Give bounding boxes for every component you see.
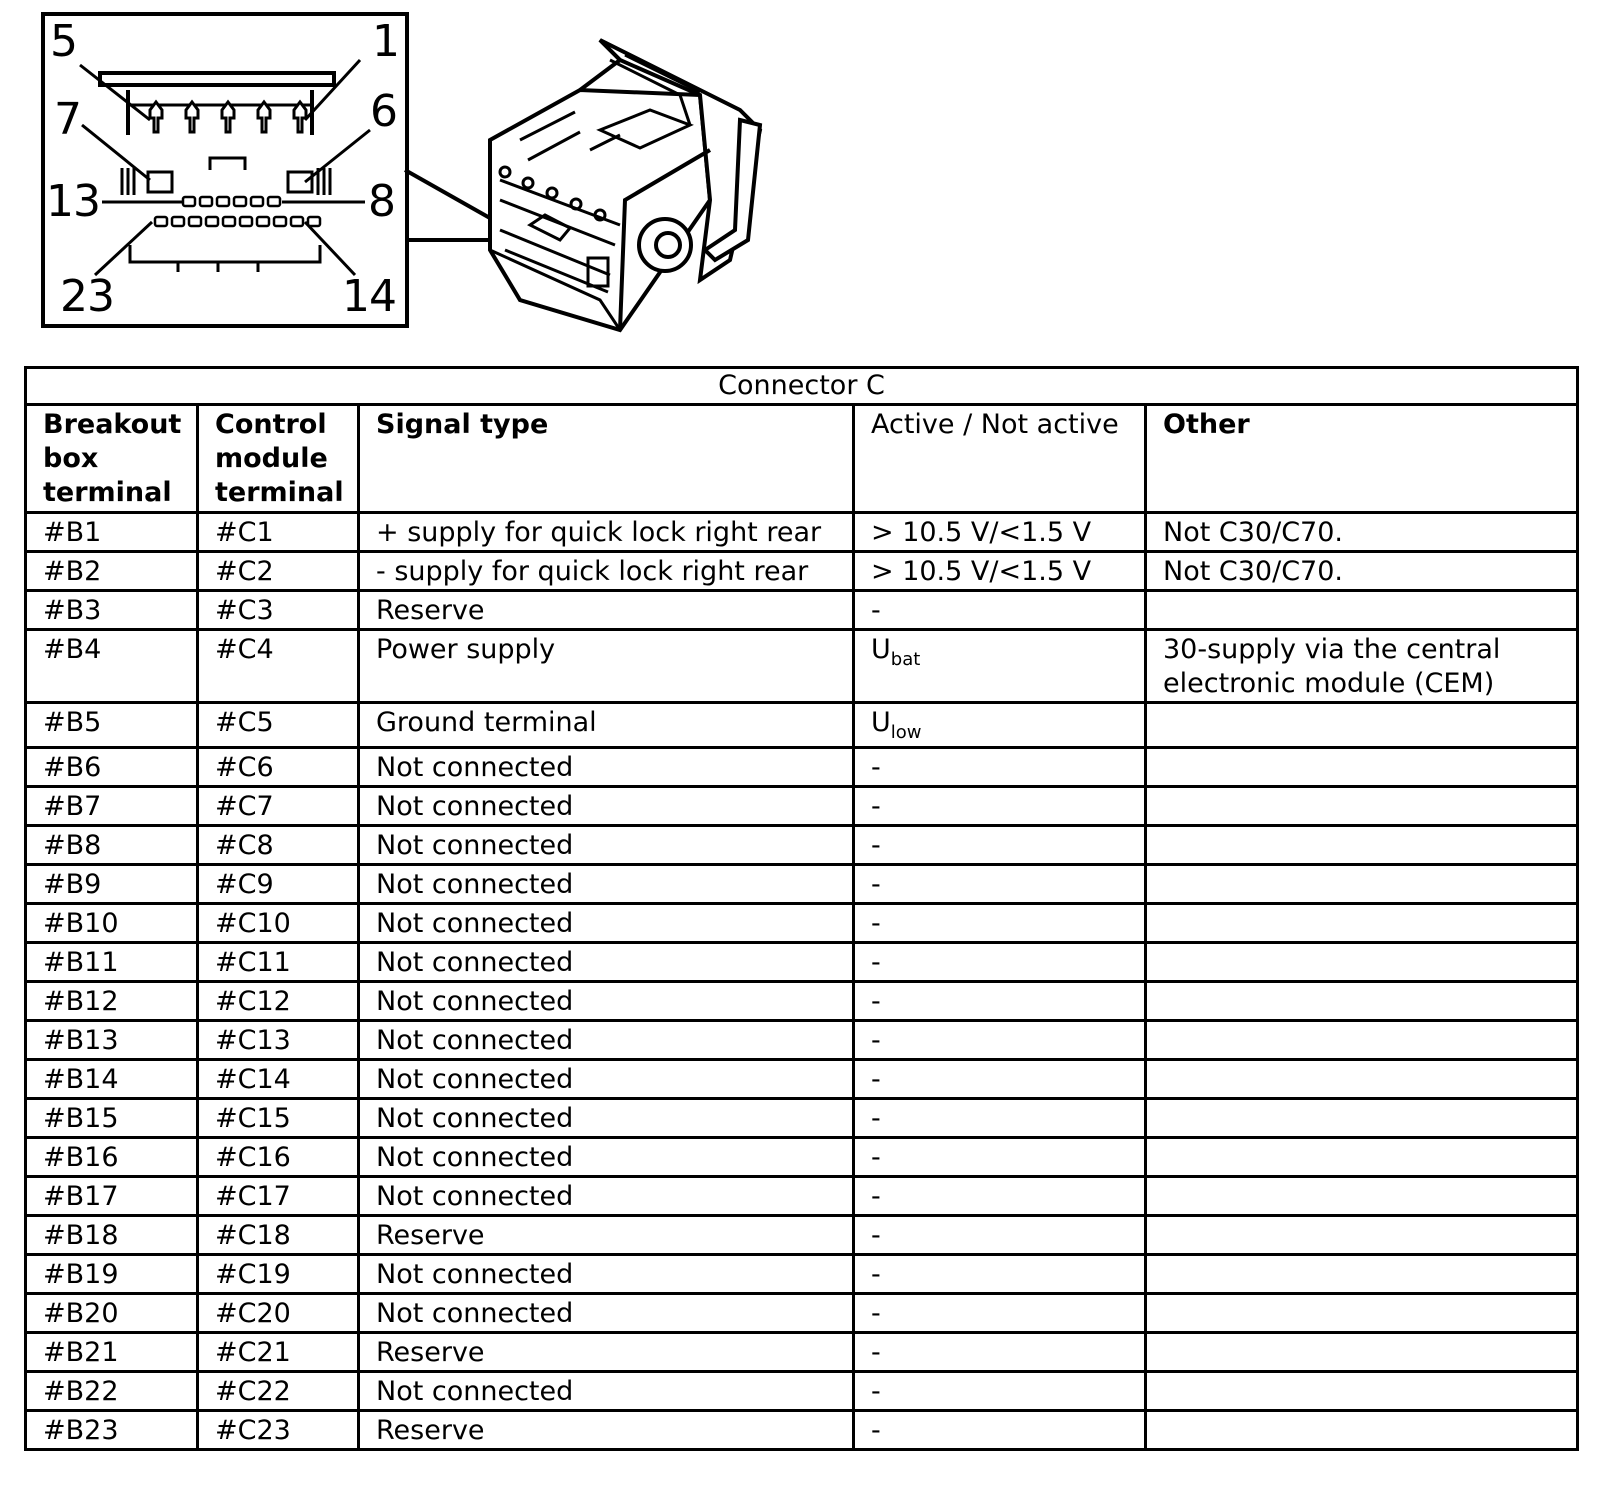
control-terminal-cell: #C10 bbox=[198, 904, 359, 943]
table-row bbox=[26, 1372, 1578, 1411]
active-cell: - bbox=[854, 1216, 1146, 1255]
table-row bbox=[26, 513, 1578, 552]
connector-drawing bbox=[0, 0, 800, 345]
control-terminal-cell: #C16 bbox=[198, 1138, 359, 1177]
active-cell: - bbox=[854, 1333, 1146, 1372]
active-cell: - bbox=[854, 1411, 1146, 1450]
active-cell: - bbox=[854, 982, 1146, 1021]
breakout-terminal-cell: #B12 bbox=[26, 982, 198, 1021]
leader-lines bbox=[80, 60, 370, 275]
other-cell: 30-supply via the central electronic module (CEM) bbox=[1146, 630, 1578, 703]
breakout-terminal-cell: #B18 bbox=[26, 1216, 198, 1255]
breakout-terminal-cell: #B16 bbox=[26, 1138, 198, 1177]
control-terminal-cell: #C3 bbox=[198, 591, 359, 630]
other-cell bbox=[1146, 1255, 1578, 1294]
active-cell: - bbox=[854, 1372, 1146, 1411]
signal-type-cell: Reserve bbox=[359, 1333, 854, 1372]
signal-type-cell: Ground terminal bbox=[359, 703, 854, 748]
other-cell bbox=[1146, 865, 1578, 904]
control-terminal-cell: #C2 bbox=[198, 552, 359, 591]
table-row bbox=[26, 1021, 1578, 1060]
active-value-main: U bbox=[871, 634, 891, 665]
other-cell bbox=[1146, 826, 1578, 865]
table-row bbox=[26, 1138, 1578, 1177]
control-terminal-cell: #C14 bbox=[198, 1060, 359, 1099]
active-cell: - bbox=[854, 865, 1146, 904]
active-cell: - bbox=[854, 1060, 1146, 1099]
control-terminal-cell: #C4 bbox=[198, 630, 359, 703]
control-terminal-cell: #C9 bbox=[198, 865, 359, 904]
signal-type-cell: Reserve bbox=[359, 591, 854, 630]
signal-type-cell: Not connected bbox=[359, 865, 854, 904]
breakout-terminal-cell: #B6 bbox=[26, 748, 198, 787]
other-cell bbox=[1146, 748, 1578, 787]
table-row bbox=[26, 943, 1578, 982]
control-terminal-cell: #C7 bbox=[198, 787, 359, 826]
breakout-terminal-cell: #B13 bbox=[26, 1021, 198, 1060]
pin-label-7: 7 bbox=[54, 94, 81, 145]
table-row bbox=[26, 1216, 1578, 1255]
table-row bbox=[26, 865, 1578, 904]
breakout-terminal-cell: #B1 bbox=[26, 513, 198, 552]
other-cell bbox=[1146, 1333, 1578, 1372]
table-row bbox=[26, 1255, 1578, 1294]
active-cell: - bbox=[854, 1294, 1146, 1333]
signal-type-cell: + supply for quick lock right rear bbox=[359, 513, 854, 552]
active-value-subscript: low bbox=[890, 722, 922, 743]
connector-3d-body bbox=[490, 40, 760, 330]
breakout-terminal-cell: #B9 bbox=[26, 865, 198, 904]
pin-label-6: 6 bbox=[370, 86, 397, 137]
active-cell: - bbox=[854, 1255, 1146, 1294]
signal-type-cell: Not connected bbox=[359, 904, 854, 943]
control-terminal-cell: #C17 bbox=[198, 1177, 359, 1216]
connector-pin-table bbox=[24, 366, 1579, 1451]
other-cell bbox=[1146, 1138, 1578, 1177]
active-value-subscript: bat bbox=[890, 649, 921, 670]
pin-label-8: 8 bbox=[368, 176, 395, 227]
table-row bbox=[26, 591, 1578, 630]
other-cell bbox=[1146, 1021, 1578, 1060]
table-row bbox=[26, 904, 1578, 943]
connector-diagram bbox=[0, 0, 800, 345]
other-cell bbox=[1146, 703, 1578, 748]
signal-type-cell: Not connected bbox=[359, 748, 854, 787]
signal-type-cell: Not connected bbox=[359, 1177, 854, 1216]
breakout-terminal-cell: #B21 bbox=[26, 1333, 198, 1372]
table-body bbox=[26, 513, 1578, 1450]
breakout-terminal-cell: #B7 bbox=[26, 787, 198, 826]
active-cell bbox=[854, 703, 1146, 748]
signal-type-cell: Not connected bbox=[359, 787, 854, 826]
active-cell: - bbox=[854, 1177, 1146, 1216]
breakout-terminal-cell: #B2 bbox=[26, 552, 198, 591]
control-terminal-cell: #C19 bbox=[198, 1255, 359, 1294]
control-terminal-cell: #C8 bbox=[198, 826, 359, 865]
control-terminal-cell: #C5 bbox=[198, 703, 359, 748]
header-control-module-terminal: Control module terminal bbox=[198, 405, 359, 513]
pin-label-14: 14 bbox=[342, 271, 396, 322]
signal-type-cell: Not connected bbox=[359, 1099, 854, 1138]
breakout-terminal-cell: #B11 bbox=[26, 943, 198, 982]
pin-label-5: 5 bbox=[50, 16, 77, 67]
other-cell bbox=[1146, 943, 1578, 982]
active-cell: - bbox=[854, 1021, 1146, 1060]
active-cell: - bbox=[854, 787, 1146, 826]
table-row bbox=[26, 1333, 1578, 1372]
table-row bbox=[26, 1177, 1578, 1216]
header-breakout-box-terminal: Breakout box terminal bbox=[26, 405, 198, 513]
table-row bbox=[26, 982, 1578, 1021]
control-terminal-cell: #C23 bbox=[198, 1411, 359, 1450]
signal-type-cell: Not connected bbox=[359, 943, 854, 982]
signal-type-cell: Not connected bbox=[359, 1060, 854, 1099]
breakout-terminal-cell: #B23 bbox=[26, 1411, 198, 1450]
table-row bbox=[26, 552, 1578, 591]
table-row bbox=[26, 748, 1578, 787]
breakout-terminal-cell: #B10 bbox=[26, 904, 198, 943]
active-cell: - bbox=[854, 748, 1146, 787]
pin-label-13: 13 bbox=[46, 176, 100, 227]
active-cell: > 10.5 V/<1.5 V bbox=[854, 513, 1146, 552]
table-row bbox=[26, 630, 1578, 703]
other-cell bbox=[1146, 904, 1578, 943]
active-cell: - bbox=[854, 591, 1146, 630]
other-cell bbox=[1146, 787, 1578, 826]
signal-type-cell: Not connected bbox=[359, 982, 854, 1021]
control-terminal-cell: #C12 bbox=[198, 982, 359, 1021]
header-other: Other bbox=[1146, 405, 1578, 513]
table-row bbox=[26, 1099, 1578, 1138]
breakout-terminal-cell: #B5 bbox=[26, 703, 198, 748]
active-cell: - bbox=[854, 826, 1146, 865]
other-cell bbox=[1146, 1372, 1578, 1411]
breakout-terminal-cell: #B17 bbox=[26, 1177, 198, 1216]
active-cell: - bbox=[854, 943, 1146, 982]
table-row bbox=[26, 1294, 1578, 1333]
breakout-terminal-cell: #B8 bbox=[26, 826, 198, 865]
signal-type-cell: Not connected bbox=[359, 1138, 854, 1177]
breakout-terminal-cell: #B3 bbox=[26, 591, 198, 630]
control-terminal-cell: #C22 bbox=[198, 1372, 359, 1411]
other-cell bbox=[1146, 1099, 1578, 1138]
control-terminal-cell: #C6 bbox=[198, 748, 359, 787]
signal-type-cell: Reserve bbox=[359, 1411, 854, 1450]
signal-type-cell: - supply for quick lock right rear bbox=[359, 552, 854, 591]
breakout-terminal-cell: #B15 bbox=[26, 1099, 198, 1138]
other-cell: Not C30/C70. bbox=[1146, 552, 1578, 591]
table-row bbox=[26, 703, 1578, 748]
table-title: Connector C bbox=[26, 368, 1578, 405]
table-row bbox=[26, 826, 1578, 865]
table-row bbox=[26, 1060, 1578, 1099]
other-cell bbox=[1146, 1216, 1578, 1255]
active-cell: - bbox=[854, 1138, 1146, 1177]
breakout-terminal-cell: #B20 bbox=[26, 1294, 198, 1333]
active-cell: > 10.5 V/<1.5 V bbox=[854, 552, 1146, 591]
other-cell bbox=[1146, 591, 1578, 630]
control-terminal-cell: #C13 bbox=[198, 1021, 359, 1060]
table-row bbox=[26, 1411, 1578, 1450]
active-cell: - bbox=[854, 904, 1146, 943]
signal-type-cell: Reserve bbox=[359, 1216, 854, 1255]
table-header-row bbox=[26, 405, 1578, 513]
other-cell bbox=[1146, 1294, 1578, 1333]
header-signal-type: Signal type bbox=[359, 405, 854, 513]
control-terminal-cell: #C18 bbox=[198, 1216, 359, 1255]
signal-type-cell: Not connected bbox=[359, 1372, 854, 1411]
control-terminal-cell: #C11 bbox=[198, 943, 359, 982]
signal-type-cell: Not connected bbox=[359, 1294, 854, 1333]
control-terminal-cell: #C15 bbox=[198, 1099, 359, 1138]
signal-type-cell: Not connected bbox=[359, 1255, 854, 1294]
table-row bbox=[26, 787, 1578, 826]
side-terminals bbox=[122, 168, 330, 195]
control-terminal-cell: #C21 bbox=[198, 1333, 359, 1372]
active-cell: - bbox=[854, 1099, 1146, 1138]
other-cell bbox=[1146, 982, 1578, 1021]
header-active-not-active: Active / Not active bbox=[854, 405, 1146, 513]
pin-label-1: 1 bbox=[372, 16, 399, 67]
control-terminal-cell: #C1 bbox=[198, 513, 359, 552]
other-cell bbox=[1146, 1177, 1578, 1216]
other-cell bbox=[1146, 1060, 1578, 1099]
signal-type-cell: Not connected bbox=[359, 826, 854, 865]
signal-type-cell: Not connected bbox=[359, 1021, 854, 1060]
signal-type-cell: Power supply bbox=[359, 630, 854, 703]
active-value-main: U bbox=[871, 707, 891, 738]
breakout-terminal-cell: #B19 bbox=[26, 1255, 198, 1294]
active-cell bbox=[854, 630, 1146, 703]
breakout-terminal-cell: #B14 bbox=[26, 1060, 198, 1099]
control-terminal-cell: #C20 bbox=[198, 1294, 359, 1333]
pin-label-23: 23 bbox=[60, 271, 114, 322]
other-cell bbox=[1146, 1411, 1578, 1450]
breakout-terminal-cell: #B22 bbox=[26, 1372, 198, 1411]
breakout-terminal-cell: #B4 bbox=[26, 630, 198, 703]
other-cell: Not C30/C70. bbox=[1146, 513, 1578, 552]
